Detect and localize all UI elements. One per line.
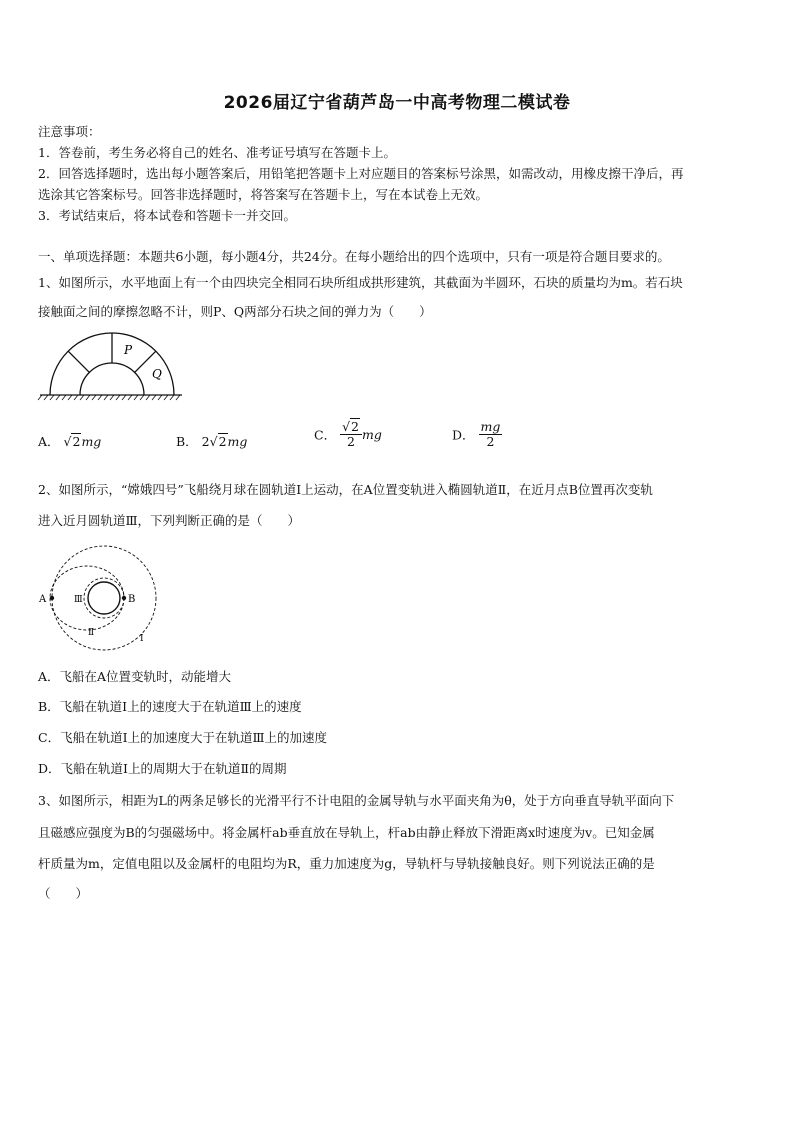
q1-arch-figure: [36, 328, 186, 406]
q1-option-c-fraction: $\frac{√2}{2}$: [340, 420, 362, 449]
q1-option-b-radicand: 2: [218, 434, 227, 449]
q1-label-q: Q: [152, 367, 162, 381]
notice-item-3: 3．考试结束后，将本试卷和答题卡一并交回。: [38, 208, 296, 223]
q2-label-a: A: [39, 594, 47, 605]
q1-option-b-coef: 2: [201, 434, 210, 449]
notice-item-1: 1．答卷前，考生务必将自己的姓名、准考证号填写在答题卡上。: [38, 145, 396, 160]
q2-option-c: C．飞船在轨道Ⅰ上的加速度大于在轨道Ⅲ上的加速度: [38, 730, 328, 745]
q3-stem-line-3: 杆质量为m，定值电阻以及金属杆的电阻均为R，重力加速度为g，导轨杆与导轨接触良好。则下列说法正确的是: [38, 856, 655, 871]
q1-option-b: [176, 432, 247, 450]
notice-heading: 注意事项：: [38, 124, 101, 139]
q1-option-b-value: √2: [209, 434, 227, 449]
q1-option-a-label: A．: [38, 434, 60, 449]
q1-option-d-numerator: mg: [480, 419, 501, 434]
q2-stem-line-2: 进入近月圆轨道Ⅲ，下列判断正确的是（ ）: [38, 513, 301, 528]
q2-label-orbit-1: Ⅰ: [140, 634, 144, 644]
q2-option-a: A．飞船在A位置变轨时，动能增大: [38, 669, 232, 684]
q2-stem-line-1: 2、如图所示，“嫦娥四号”飞船绕月球在圆轨道Ⅰ上运动，在A位置变轨进入椭圆轨道Ⅱ，在近月点B位置再次变轨: [38, 482, 653, 497]
q1-option-a-value: √2: [63, 434, 81, 449]
q2-label-orbit-3: Ⅲ: [74, 595, 83, 605]
q2-option-b: B．飞船在轨道Ⅰ上的速度大于在轨道Ⅲ上的速度: [38, 699, 302, 714]
q1-stem-line-2: 接触面之间的摩擦忽略不计，则P、Q两部分石块之间的弹力为（ ）: [38, 304, 432, 319]
q3-stem-line-4: （ ）: [38, 886, 89, 901]
exam-title: 2026届辽宁省葫芦岛一中高考物理二模试卷: [223, 93, 571, 113]
q2-label-orbit-2: Ⅱ: [88, 628, 95, 638]
q1-option-d-label: D．: [452, 427, 475, 443]
q1-option-b-label: B．: [176, 434, 198, 449]
q2-label-b: B: [128, 594, 136, 605]
q1-option-b-tail: mg: [227, 434, 248, 449]
q1-option-a-tail: mg: [81, 434, 102, 449]
q1-option-c-denominator: 2: [347, 433, 355, 449]
q1-option-c-tail: mg: [361, 426, 382, 442]
q1-stem-line-1: 1、如图所示，水平地面上有一个由四块完全相同石块所组成拱形建筑，其截面为半圆环，石块的质量均为m。若石块: [38, 275, 683, 290]
q1-option-c-numerator: 2: [351, 419, 359, 434]
notice-item-2-cont: 选涂其它答案标号。回答非选择题时，将答案写在答题卡上，写在本试卷上无效。: [38, 187, 489, 202]
notice-item-2: 2．回答选择题时，选出每小题答案后，用铅笔把答题卡上对应题目的答案标号涂黑，如需改动，用橡皮擦干净后，再: [38, 166, 684, 181]
q1-option-d-denominator: 2: [486, 433, 495, 449]
q1-option-c: [314, 420, 382, 449]
q1-option-a-radicand: 2: [72, 434, 81, 449]
q1-option-c-label: C．: [314, 427, 337, 443]
q3-stem-line-1: 3、如图所示，相距为L的两条足够长的光滑平行不计电阻的金属导轨与水平面夹角为θ，处于方向垂直导轨平面向下: [38, 793, 675, 808]
q1-label-p: P: [124, 343, 133, 357]
q2-orbit-figure: [36, 543, 166, 655]
q3-stem-line-2: 且磁感应强度为B的匀强磁场中。将金属杆ab垂直放在导轨上，杆ab由静止释放下滑距离x时速度为v。已知金属: [38, 825, 655, 840]
q2-option-d: D．飞船在轨道Ⅰ上的周期大于在轨道Ⅱ的周期: [38, 761, 287, 776]
q1-option-d: [452, 420, 502, 449]
q1-option-a: [38, 432, 101, 450]
section-heading: 一、单项选择题：本题共6小题，每小题4分，共24分。在每小题给出的四个选项中，只有一项是符合题目要求的。: [38, 249, 670, 264]
q1-option-d-fraction: [479, 420, 503, 449]
